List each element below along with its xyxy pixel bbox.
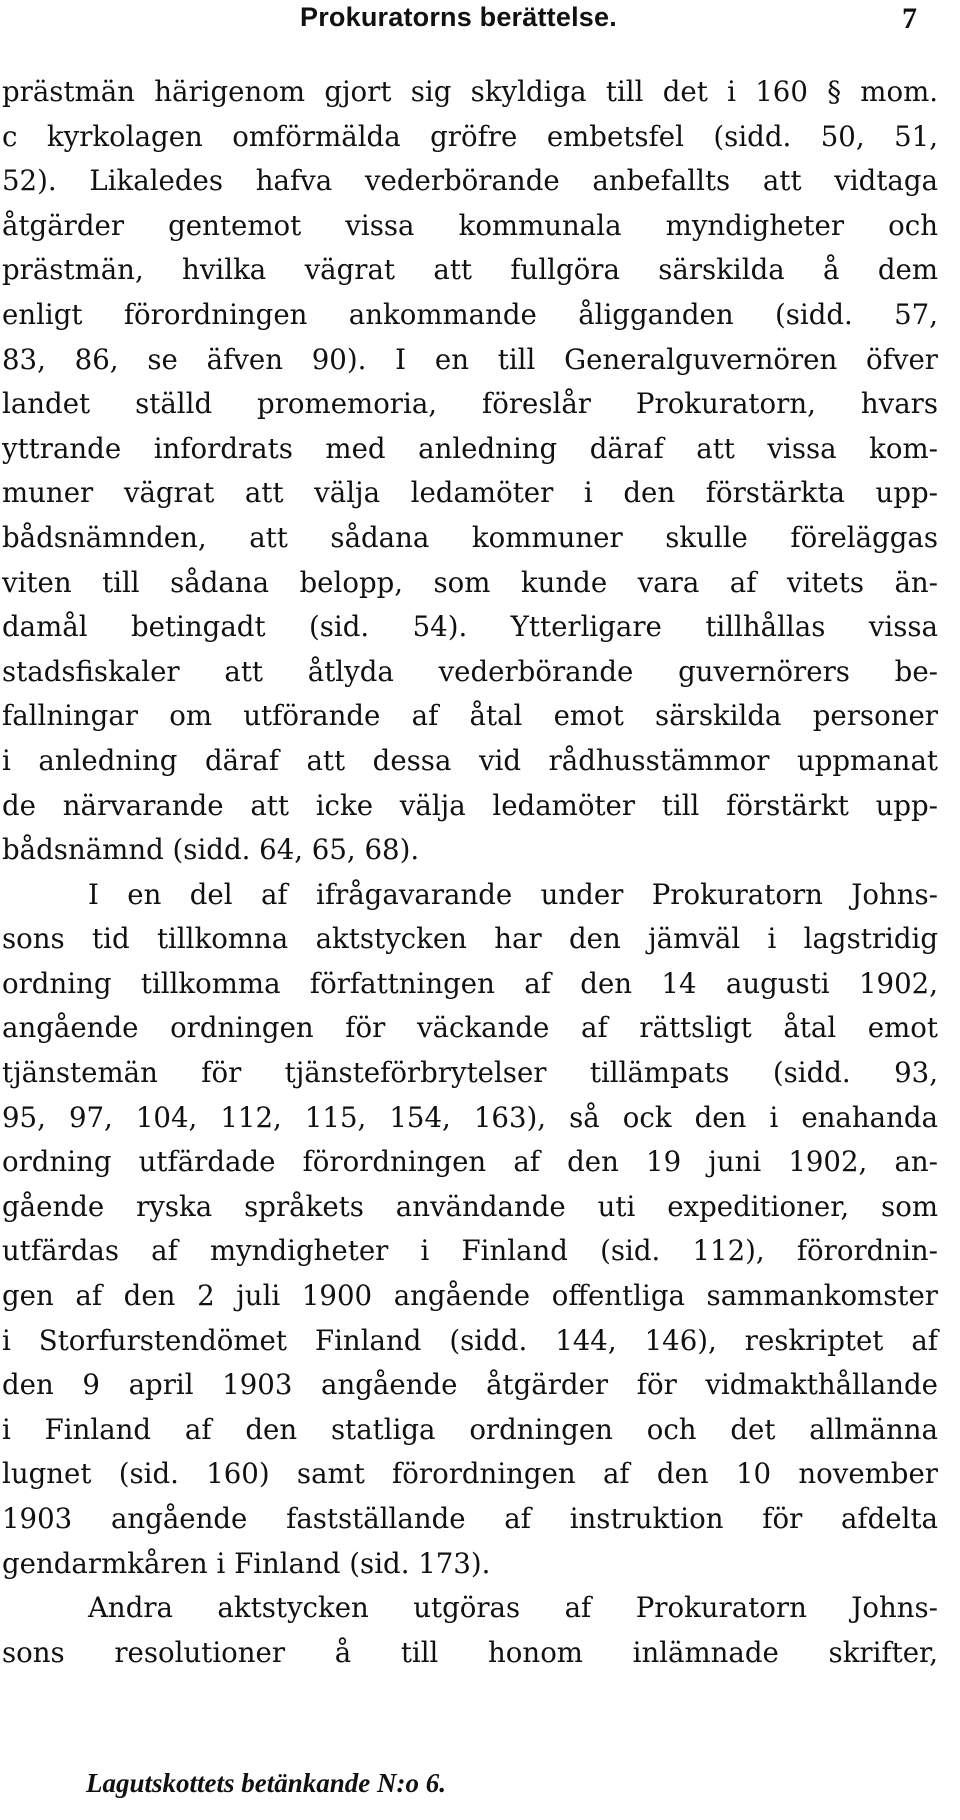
page-number: 7 [902, 2, 917, 35]
text-line: 83, 86, se äfven 90). I en till Generalguvernören öfver [2, 342, 938, 376]
text-line: enligt förordningen ankommande åligganden (sidd. 57, [2, 297, 938, 331]
text-line: i Finland af den statliga ordningen och det allmänna [2, 1412, 938, 1446]
text-line: fallningar om utförande af åtal emot särskilda personer [2, 699, 938, 733]
text-line: gen af den 2 juli 1900 angående offentliga sammankomster [2, 1279, 938, 1313]
text-line: sons tid tillkomna aktstycken har den jämväl i lagstridig [2, 922, 938, 956]
text-line: Andra aktstycken utgöras af Prokuratorn Johns- [88, 1591, 938, 1625]
running-header [0, 2, 960, 42]
text-line: i anledning däraf att dessa vid rådhusstämmor uppmanat [2, 743, 938, 777]
text-line: tjänstemän för tjänsteförbrytelser tillämpats (sidd. 93, [2, 1056, 938, 1090]
text-line: åtgärder gentemot vissa kommunala myndigheter och [2, 208, 938, 242]
text-line: utfärdas af myndigheter i Finland (sid. 112), förordnin- [2, 1234, 938, 1268]
text-line: angående ordningen för väckande af rättsligt åtal emot [2, 1011, 938, 1045]
text-line: prästmän, hvilka vägrat att fullgöra särskilda å dem [2, 253, 938, 287]
text-line: bådsnämnd (sidd. 64, 65, 68). [2, 833, 420, 867]
text-line: I en del af ifrågavarande under Prokuratorn Johns- [88, 877, 938, 911]
text-line: 1903 angående fastställande af instruktion för afdelta [2, 1502, 938, 1535]
running-title: Prokuratorns berättelse. [300, 2, 617, 32]
text-line: landet ställd promemoria, föreslår Prokuratorn, hvars [2, 387, 938, 421]
text-line: gående ryska språkets användande uti expeditioner, som [2, 1189, 938, 1223]
signature-line: Lagutskottets betänkande N:o 6. [86, 1768, 447, 1798]
text-line: prästmän härigenom gjort sig skyldiga till det i 160 § mom. [2, 75, 938, 108]
text-line: c kyrkolagen omförmälda gröfre embetsfel (sidd. 50, 51, [2, 119, 938, 153]
text-line: ordning utfärdade förordningen af den 19 juni 1902, an- [2, 1145, 938, 1179]
text-line: yttrande infordrats med anledning däraf att vissa kom- [2, 431, 938, 465]
text-line: 52). Likaledes hafva vederbörande anbefallts att vidtaga [2, 164, 938, 198]
text-line: de närvarande att icke välja ledamöter till förstärkt upp- [2, 788, 938, 822]
text-line: gendarmkåren i Finland (sid. 173). [2, 1546, 491, 1580]
text-line: muner vägrat att välja ledamöter i den förstärkta upp- [2, 476, 938, 510]
text-line: damål betingadt (sid. 54). Ytterligare tillhållas vissa [2, 610, 938, 644]
text-line: 95, 97, 104, 112, 115, 154, 163), så ock den i enahanda [2, 1100, 938, 1134]
body-text [2, 70, 938, 1675]
text-line: stadsfiskaler att åtlyda vederbörande guvernörers be- [2, 654, 938, 688]
text-line: bådsnämnden, att sådana kommuner skulle föreläggas [2, 520, 938, 554]
text-line: lugnet (sid. 160) samt förordningen af den 10 november [2, 1457, 938, 1491]
text-line: i Storfurstendömet Finland (sidd. 144, 146), reskriptet af [2, 1323, 938, 1357]
text-line: den 9 april 1903 angående åtgärder för vidmakthållande [2, 1368, 938, 1402]
text-line: ordning tillkomma författningen af den 14 augusti 1902, [2, 966, 938, 1000]
text-line: sons resolutioner å till honom inlämnade skrifter, [2, 1635, 938, 1669]
text-line: viten till sådana belopp, som kunde vara af vitets än- [2, 565, 938, 599]
